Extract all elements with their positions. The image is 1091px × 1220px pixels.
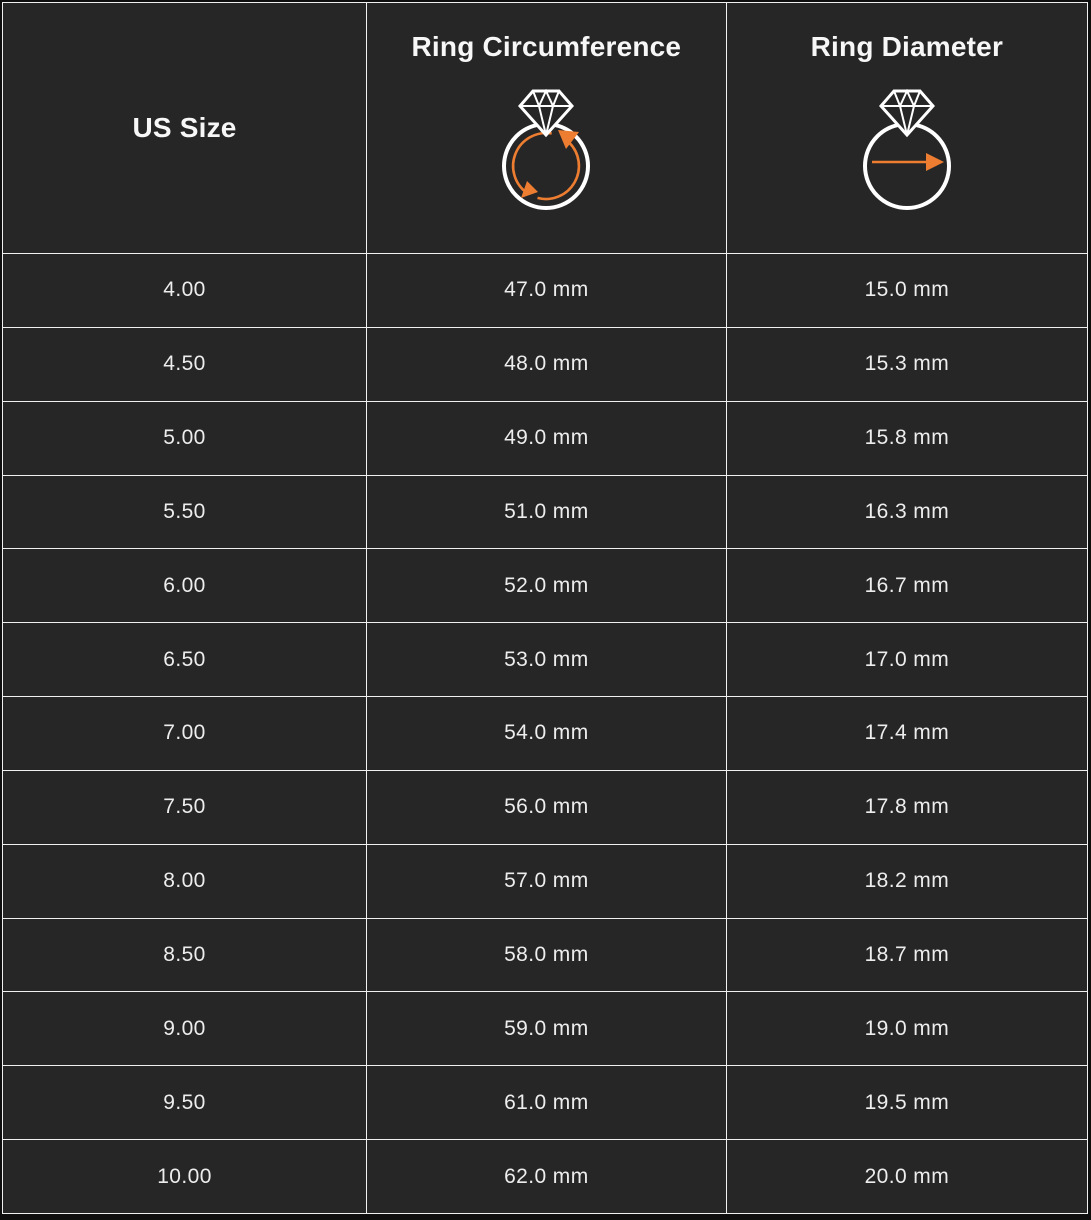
us-size-cell: 7.50 bbox=[3, 770, 367, 844]
us-size-cell: 4.00 bbox=[3, 254, 367, 328]
circumference-cell: 62.0 mm bbox=[367, 1140, 727, 1214]
diameter-cell: 15.8 mm bbox=[726, 401, 1087, 475]
circumference-cell: 59.0 mm bbox=[367, 992, 727, 1066]
table-row bbox=[3, 770, 1088, 844]
circumference-cell: 53.0 mm bbox=[367, 623, 727, 697]
circumference-cell: 47.0 mm bbox=[367, 254, 727, 328]
table-row bbox=[3, 549, 1088, 623]
circumference-cell: 54.0 mm bbox=[367, 697, 727, 771]
circumference-cell: 57.0 mm bbox=[367, 844, 727, 918]
diameter-cell: 16.3 mm bbox=[726, 475, 1087, 549]
us-size-cell: 6.00 bbox=[3, 549, 367, 623]
table-row bbox=[3, 254, 1088, 328]
ring-size-table bbox=[2, 2, 1088, 1214]
us-size-cell: 9.50 bbox=[3, 1066, 367, 1140]
header-ring-circumference bbox=[367, 3, 727, 254]
circumference-cell: 49.0 mm bbox=[367, 401, 727, 475]
circumference-header-label: Ring Circumference bbox=[411, 31, 682, 62]
circumference-cell: 48.0 mm bbox=[367, 327, 727, 401]
us-size-cell: 7.00 bbox=[3, 697, 367, 771]
us-size-cell: 5.50 bbox=[3, 475, 367, 549]
table-row bbox=[3, 1066, 1088, 1140]
table-body bbox=[3, 254, 1088, 1214]
diameter-cell: 16.7 mm bbox=[726, 549, 1087, 623]
table-row bbox=[3, 327, 1088, 401]
us-size-header-label: US Size bbox=[132, 112, 237, 143]
table-row bbox=[3, 475, 1088, 549]
table-row bbox=[3, 844, 1088, 918]
header-row bbox=[3, 3, 1088, 254]
table-row bbox=[3, 623, 1088, 697]
ring-diameter-icon bbox=[862, 89, 952, 214]
table-row bbox=[3, 918, 1088, 992]
table-row bbox=[3, 992, 1088, 1066]
table-row bbox=[3, 401, 1088, 475]
us-size-cell: 4.50 bbox=[3, 327, 367, 401]
us-size-cell: 8.00 bbox=[3, 844, 367, 918]
diameter-cell: 15.3 mm bbox=[726, 327, 1087, 401]
us-size-cell: 10.00 bbox=[3, 1140, 367, 1214]
circumference-cell: 61.0 mm bbox=[367, 1066, 727, 1140]
diameter-cell: 20.0 mm bbox=[726, 1140, 1087, 1214]
diameter-cell: 17.4 mm bbox=[726, 697, 1087, 771]
circumference-cell: 51.0 mm bbox=[367, 475, 727, 549]
header-us-size bbox=[3, 3, 367, 254]
header-ring-diameter bbox=[726, 3, 1087, 254]
diameter-cell: 19.5 mm bbox=[726, 1066, 1087, 1140]
us-size-cell: 9.00 bbox=[3, 992, 367, 1066]
ring-circumference-icon bbox=[501, 89, 591, 214]
circumference-cell: 58.0 mm bbox=[367, 918, 727, 992]
us-size-cell: 6.50 bbox=[3, 623, 367, 697]
circumference-cell: 52.0 mm bbox=[367, 549, 727, 623]
diameter-cell: 18.2 mm bbox=[726, 844, 1087, 918]
diameter-cell: 17.0 mm bbox=[726, 623, 1087, 697]
diameter-header-label: Ring Diameter bbox=[810, 31, 1004, 62]
us-size-cell: 5.00 bbox=[3, 401, 367, 475]
us-size-cell: 8.50 bbox=[3, 918, 367, 992]
diameter-cell: 18.7 mm bbox=[726, 918, 1087, 992]
table-row bbox=[3, 697, 1088, 771]
table-row bbox=[3, 1140, 1088, 1214]
diameter-cell: 19.0 mm bbox=[726, 992, 1087, 1066]
diameter-cell: 15.0 mm bbox=[726, 254, 1087, 328]
circumference-cell: 56.0 mm bbox=[367, 770, 727, 844]
diameter-cell: 17.8 mm bbox=[726, 770, 1087, 844]
